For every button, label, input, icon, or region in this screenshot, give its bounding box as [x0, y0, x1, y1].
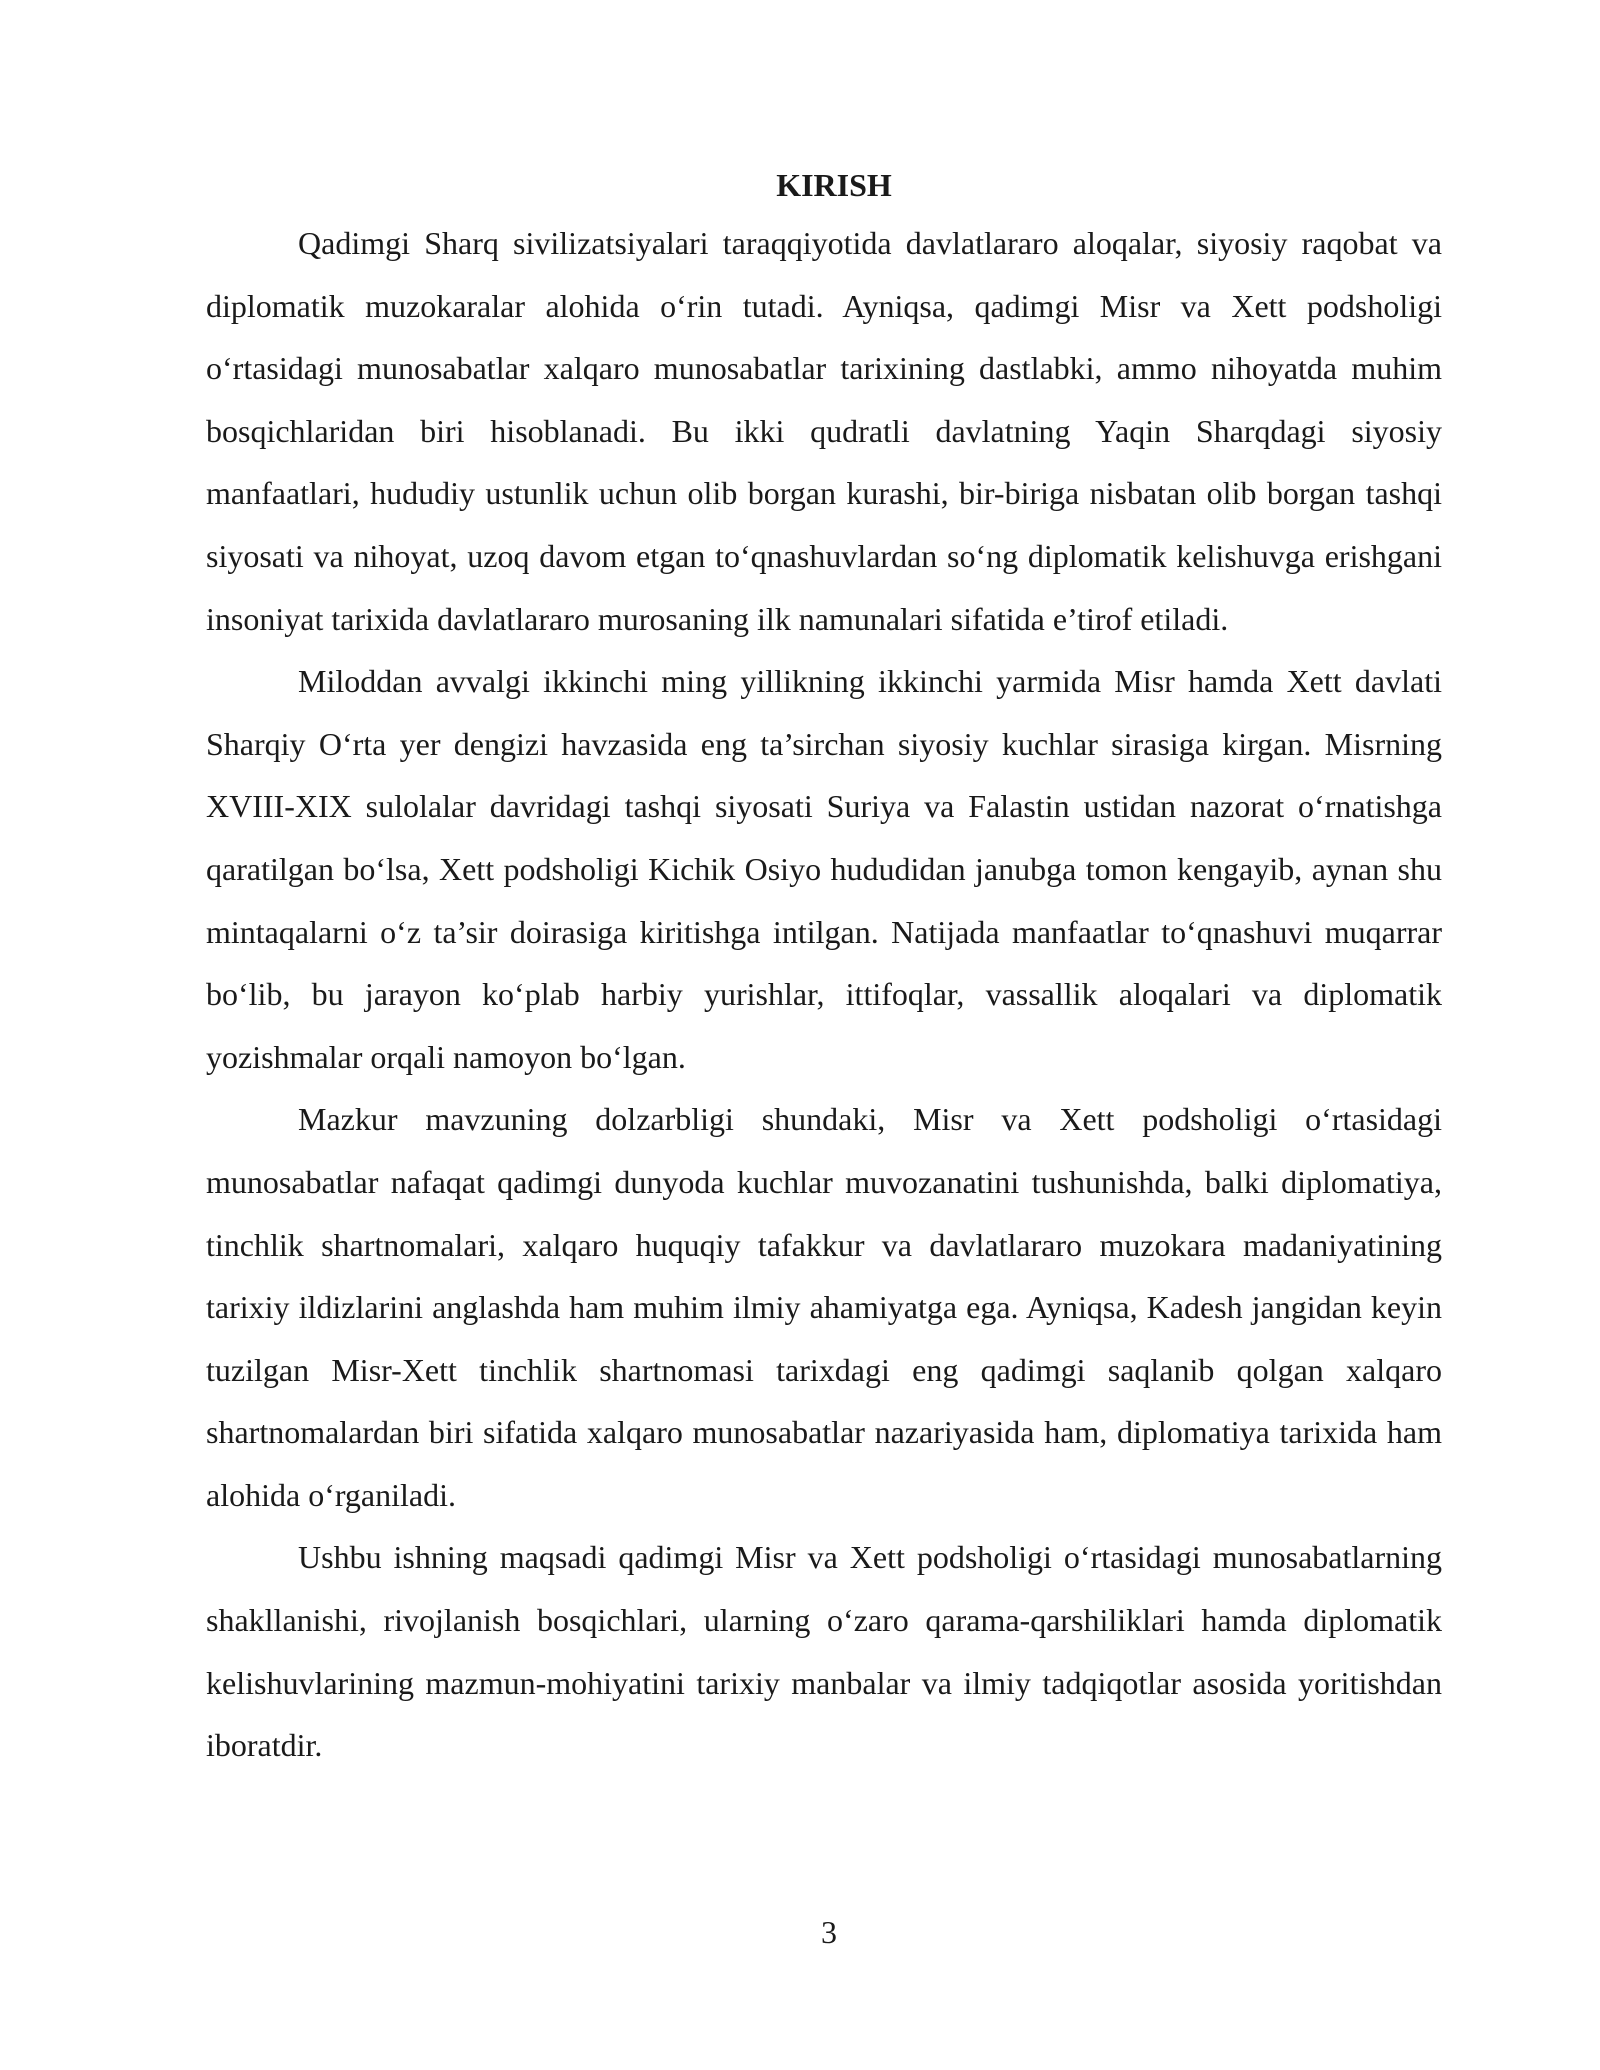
section-title: KIRISH: [776, 167, 892, 203]
paragraph-aim: Ushbu ishning maqsadi qadimgi Misr va Xett podsholigi o‘rtasidagi munosabatlarning shakllanishi, rivojlanish bosqichlari, ularning o‘zaro qarama-qarshiliklari hamda diplomatik kelishuvlarining mazmun-mohiyatini tarixiy manbalar va ilmiy tadqiqotlar asosida yoritishdan iboratdir.: [206, 1539, 1442, 1764]
paragraph-intro: Qadimgi Sharq sivilizatsiyalari taraqqiyotida davlatlararo aloqalar, siyosiy raqobat va diplomatik muzokaralar alohida o‘rin tutadi. Ayniqsa, qadimgi Misr va Xett podsholigi o‘rtasidagi munosabatlar xalqaro munosabatlar tarixining dastlabki, ammo nihoyatda muhim bosqichlaridan biri hisoblanadi. Bu ikki qudratli davlatning Yaqin Sharqdagi siyosiy manfaatlari, hududiy ustunlik uchun olib borgan kurashi, bir-biriga nisbatan olib borgan tashqi siyosati va nihoyat, uzoq davom etgan to‘qnashuvlardan so‘ng diplomatik kelishuvga erishgani insoniyat tarixida davlatlararo murosaning ilk namunalari sifatida e’tirof etiladi.: [206, 225, 1442, 637]
page-number: 3: [821, 1914, 837, 1950]
paragraph-relevance: Mazkur mavzuning dolzarbligi shundaki, Misr va Xett podsholigi o‘rtasidagi munosabatlar nafaqat qadimgi dunyoda kuchlar muvozanatini tushunishda, balki diplomatiya, tinchlik shartnomalari, xalqaro huquqiy tafakkur va davlatlararo muzokara madaniyatining tarixiy ildizlarini anglashda ham muhim ilmiy ahamiyatga ega. Ayniqsa, Kadesh jangidan keyin tuzilgan Misr-Xett tinchlik shartnomasi tarixdagi eng qadimgi saqlanib qolgan xalqaro shartnomalardan biri sifatida xalqaro munosabatlar nazariyasida ham, diplomatiya tarixida ham alohida o‘rganiladi.: [206, 1101, 1442, 1513]
paragraph-historical-context: Miloddan avvalgi ikkinchi ming yillikning ikkinchi yarmida Misr hamda Xett davlati Sharqiy O‘rta yer dengizi havzasida eng ta’sirchan siyosiy kuchlar sirasiga kirgan. Misrning XVIII-XIX sulolalar davridagi tashqi siyosati Suriya va Falastin ustidan nazorat o‘rnatishga qaratilgan bo‘lsa, Xett podsholigi Kichik Osiyo hududidan janubga tomon kengayib, aynan shu mintaqalarni o‘z ta’sir doirasiga kiritishga intilgan. Natijada manfaatlar to‘qnashuvi muqarrar bo‘lib, bu jarayon ko‘plab harbiy yurishlar, ittifoqlar, vassallik aloqalari va diplomatik yozishmalar orqali namoyon bo‘lgan.: [206, 663, 1442, 1075]
document-body: [206, 158, 1442, 1777]
